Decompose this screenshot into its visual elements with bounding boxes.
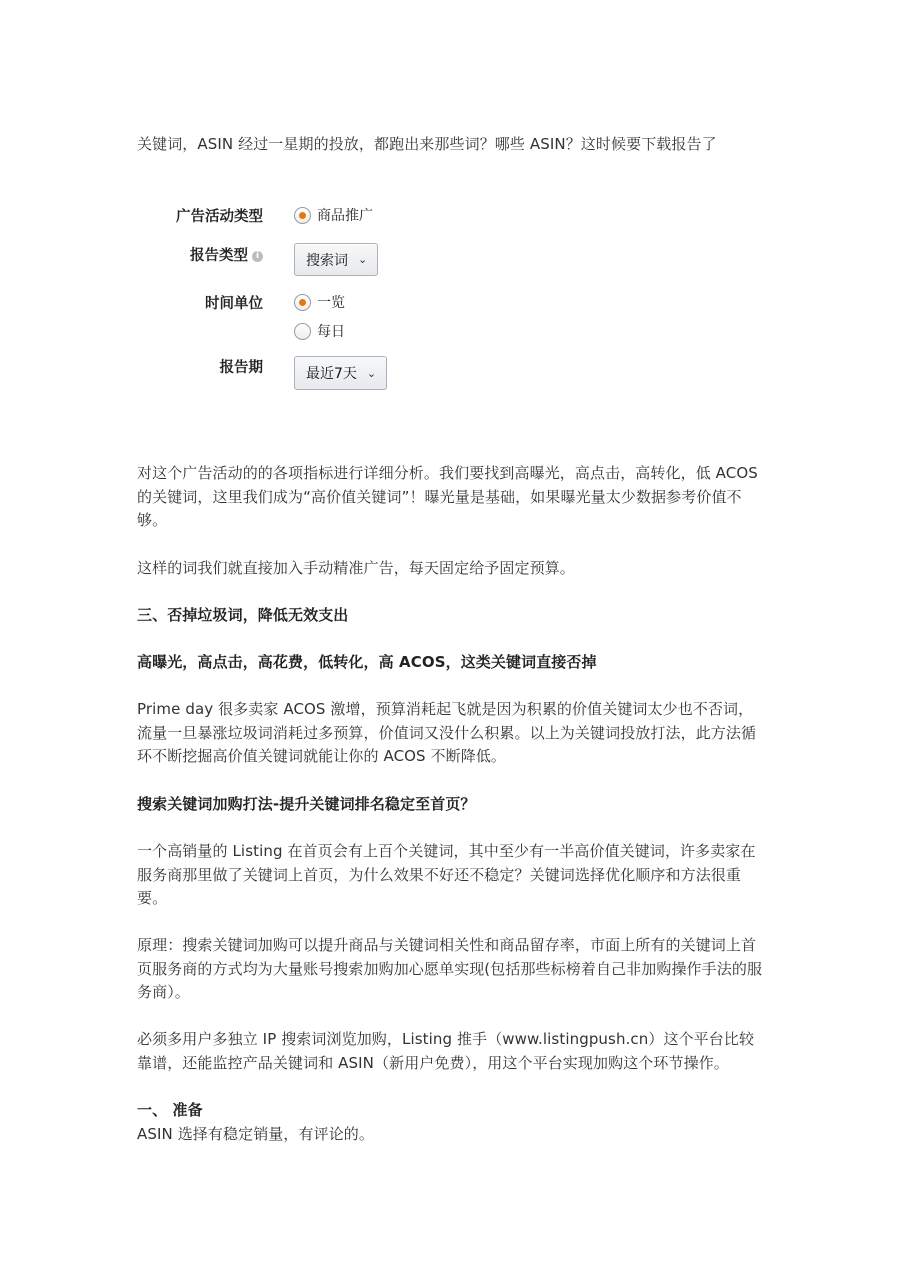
- negative-keywords-rule: 高曝光，高点击，高花费，低转化，高 ACOS，这类关键词直接否掉: [137, 653, 597, 671]
- report-type-label: 报告类型: [190, 248, 248, 264]
- report-period-select[interactable]: [294, 356, 387, 390]
- time-unit-label: 时间单位: [205, 296, 263, 312]
- listing-paragraph: 一个高销量的 Listing 在首页会有上百个关键词，其中至少有一半高价值关键词，许多卖家在服务商那里做了关键词上首页，为什么效果不好还不稳定？关键词选择优化顺序和方法很重要。: [137, 842, 756, 907]
- info-icon[interactable]: i: [252, 251, 263, 262]
- time-unit-radio-overview[interactable]: [294, 292, 345, 312]
- report-type-label-wrap: [190, 244, 263, 265]
- intro-paragraph: 关键词，ASIN 经过一星期的投放，都跑出来那些词？哪些 ASIN？这时候要下载报告了: [137, 135, 717, 153]
- principle-paragraph: 原理：搜索关键词加购可以提升商品与关键词相关性和商品留存率，市面上所有的关键词上首页服务商的方式均为大量账号搜索加购加心愿单实现(包括那些标榜着自己非加购操作手法的服务商）。: [137, 936, 763, 1001]
- chevron-down-icon: ⌄: [366, 366, 377, 380]
- report-type-value: 搜索词: [306, 252, 348, 269]
- report-type-select[interactable]: [294, 243, 378, 276]
- report-period-label: 报告期: [219, 360, 263, 376]
- time-unit-option-daily: 每日: [317, 324, 345, 340]
- campaign-type-option: 商品推广: [317, 208, 373, 224]
- asin-selection-paragraph: ASIN 选择有稳定销量，有评论的。: [137, 1125, 374, 1143]
- budget-paragraph: 这样的词我们就直接加入手动精准广告，每天固定给予固定预算。: [137, 559, 575, 577]
- section-heading-prepare: 一、 准备: [137, 1101, 203, 1119]
- section-heading-negative-keywords: 三、否掉垃圾词，降低无效支出: [137, 606, 349, 624]
- radio-selected-icon: [294, 207, 311, 224]
- time-unit-radio-daily[interactable]: [294, 321, 345, 341]
- radio-unselected-icon: [294, 323, 311, 340]
- chevron-down-icon: ⌄: [358, 253, 368, 266]
- report-settings-form: [137, 193, 437, 403]
- section-heading-add-to-cart: 搜索关键词加购打法-提升关键词排名稳定至首页？: [137, 795, 476, 813]
- report-period-value: 最近7天: [306, 366, 357, 382]
- radio-selected-icon: [294, 294, 311, 311]
- time-unit-option-overview: 一览: [317, 295, 345, 311]
- campaign-type-label: 广告活动类型: [176, 209, 263, 225]
- platform-paragraph: 必须多用户多独立 IP 搜索词浏览加购，Listing 推手（www.listingpush.cn）这个平台比较靠谱，还能监控产品关键词和 ASIN（新用户免费），用这个平台实现加购这个环节操作。: [137, 1030, 755, 1072]
- prime-day-paragraph: Prime day 很多卖家 ACOS 激增，预算消耗起飞就是因为积累的价值关键词太少也不否词，流量一旦暴涨垃圾词消耗过多预算，价值词又没什么积累。以上为关键词投放打法，此方法循环不断挖掘高价值关键词就能让你的 ACOS 不断降低。: [137, 700, 757, 765]
- campaign-type-radio[interactable]: [294, 205, 373, 225]
- analysis-paragraph: 对这个广告活动的的各项指标进行详细分析。我们要找到高曝光，高点击，高转化，低 ACOS 的关键词，这里我们成为“高价值关键词”！曝光量是基础，如果曝光量太少数据参考价值不够。: [137, 464, 758, 529]
